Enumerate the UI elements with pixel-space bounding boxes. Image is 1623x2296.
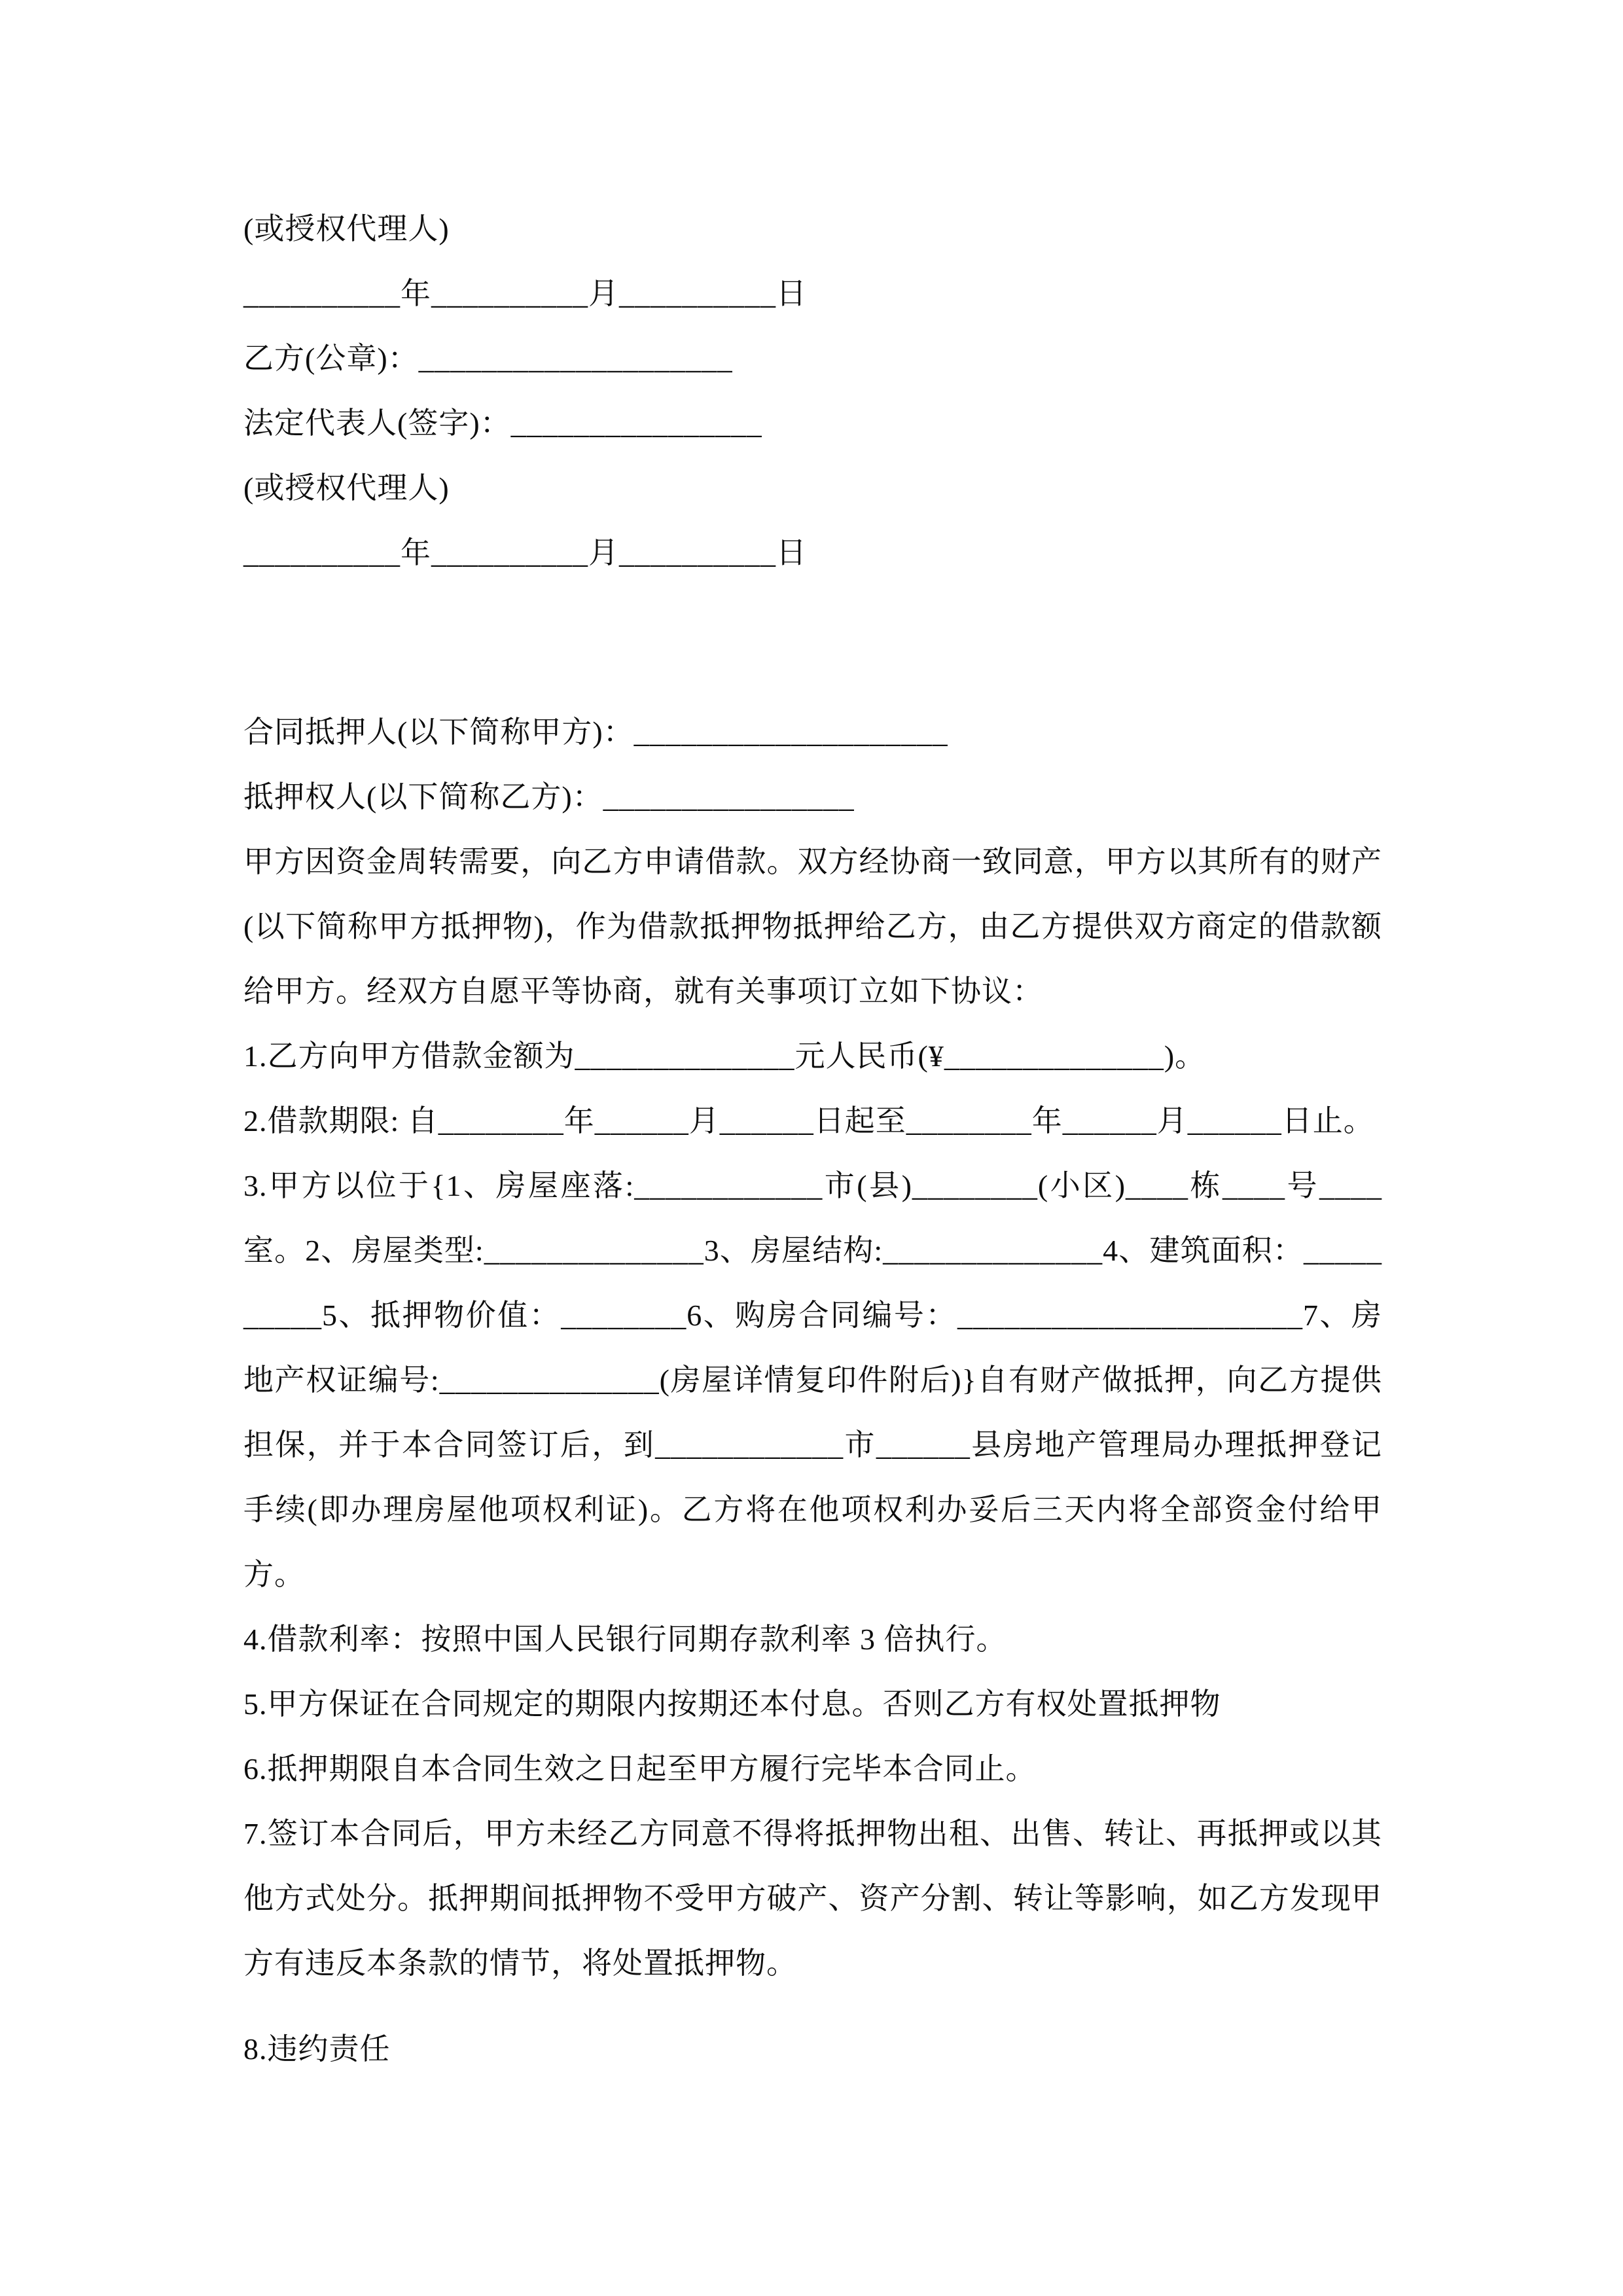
- clause-2-loan-term: 2.借款期限: 自________年______月______日起至________年______月______日止。: [243, 1104, 1374, 1138]
- clause-6-mortgage-term: 6.抵押期限自本合同生效之日起至甲方履行完毕本合同止。: [243, 1752, 1037, 1785]
- date-blank-line-1: __________年__________月__________日: [243, 277, 807, 310]
- clause-7-disposal-restriction: 7.签订本合同后，甲方未经乙方同意不得将抵押物出租、出售、转让、再抵押或以其他方式处分。抵押期间抵押物不受甲方破产、资产分割、转让等影响，如乙方发现甲方有违反本条款的情节，将处置抵押物。: [243, 1817, 1382, 1980]
- clause-8-breach-liability-heading: 8.违约责任: [243, 2032, 391, 2066]
- date-blank-line-2: __________年__________月__________日: [243, 536, 807, 569]
- clause-4-interest-rate: 4.借款利率：按照中国人民银行同期存款利率 3 倍执行。: [243, 1623, 1007, 1656]
- mortgagor-title-line: 合同抵押人(以下简称甲方)：____________________: [243, 715, 948, 749]
- preamble-paragraph: 甲方因资金周转需要，向乙方申请借款。双方经协商一致同意，甲方以其所有的财产(以下简称甲方抵押物)，作为借款抵押物抵押给乙方，由乙方提供双方商定的借款额给甲方。经双方自愿平等协商，就有关事项订立如下协议：: [243, 845, 1382, 1008]
- agent-note-line-1: (或授权代理人): [243, 212, 450, 245]
- contract-body: [243, 196, 1382, 2081]
- agent-note-line-2: (或授权代理人): [243, 471, 450, 505]
- clause-5-repayment-guarantee: 5.甲方保证在合同规定的期限内按期还本付息。否则乙方有权处置抵押物: [243, 1687, 1221, 1721]
- clause-3-collateral-details: 3.甲方以位于{1、房屋座落:____________市(县)________(小区)____栋____号____室。2、房屋类型:______________3、房屋结构:______________4、建筑面积：__________5、抵押物价值：________6、购房合同编号：______________________7、房地产权证编号:______________(房屋详情复印件附后)}自有财产做抵押，向乙方提供担保，并于本合同签订后，到____________市______县房地产管理局办理抵押登记手续(即办理房屋他项权利证)。乙方将在他项权利办妥后三天内将全部资金付给甲方。: [243, 1169, 1382, 1591]
- mortgagee-title-line: 抵押权人(以下简称乙方)：________________: [243, 780, 855, 814]
- legal-rep-signature-line: 法定代表人(签字)：________________: [243, 406, 762, 440]
- party-b-seal-line: 乙方(公章)：____________________: [243, 342, 733, 375]
- clause-1-loan-amount: 1.乙方向甲方借款金额为______________元人民币(¥______________)。: [243, 1039, 1206, 1073]
